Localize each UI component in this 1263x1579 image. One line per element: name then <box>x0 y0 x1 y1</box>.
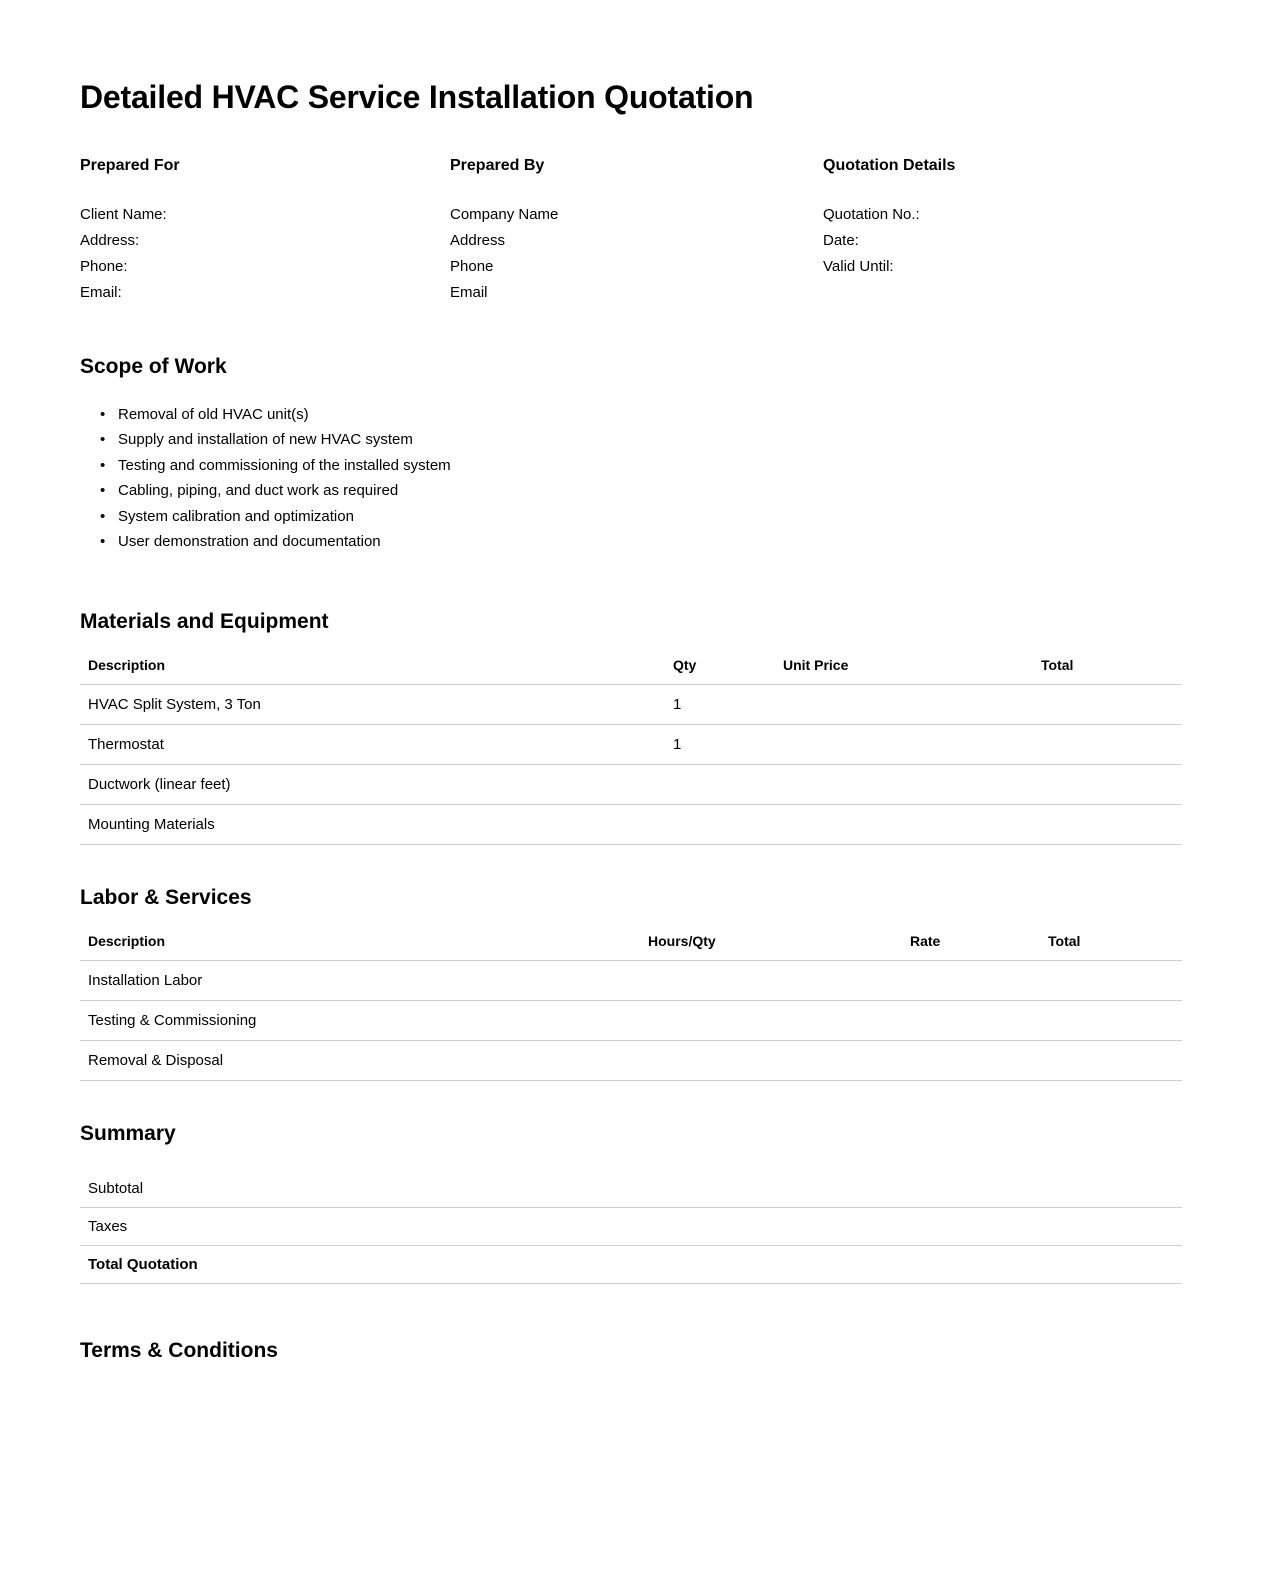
column-header-description: Description <box>80 657 665 685</box>
table-row <box>80 725 1182 765</box>
quotation-details-line: Date: <box>823 231 859 249</box>
materials-section <box>80 609 1183 845</box>
summary-value-total-quotation <box>665 1245 1182 1283</box>
cell-total <box>1040 1001 1182 1041</box>
cell-unit-price <box>775 805 1033 845</box>
summary-table <box>80 1170 1182 1284</box>
summary-label-subtotal: Subtotal <box>80 1170 665 1208</box>
table-row <box>80 1001 1182 1041</box>
prepared-for-block <box>80 156 450 305</box>
prepared-for-line: Client Name: <box>80 205 167 223</box>
materials-table <box>80 657 1182 845</box>
cell-rate <box>902 961 1040 1001</box>
table-row <box>80 1207 1182 1245</box>
summary-heading: Summary <box>80 1122 176 1146</box>
quotation-details-heading: Quotation Details <box>823 157 956 175</box>
prepared-by-line: Email <box>450 283 488 301</box>
table-header-row <box>80 933 1182 961</box>
cell-description: HVAC Split System, 3 Ton <box>80 685 665 725</box>
cell-rate <box>902 1041 1040 1081</box>
cell-unit-price <box>775 725 1033 765</box>
prepared-by-line: Phone <box>450 257 494 275</box>
cell-qty: 1 <box>665 725 775 765</box>
quotation-info-row <box>80 156 1183 305</box>
cell-total <box>1033 685 1182 725</box>
cell-unit-price <box>775 765 1033 805</box>
scope-of-work-list <box>80 402 1183 555</box>
terms-body <box>80 1386 1183 1406</box>
table-header-row <box>80 657 1182 685</box>
table-row <box>80 1170 1182 1208</box>
prepared-by-line: Address <box>450 231 506 249</box>
column-header-description: Description <box>80 933 640 961</box>
column-header-rate: Rate <box>902 933 1040 961</box>
prepared-for-heading: Prepared For <box>80 157 180 175</box>
table-row <box>80 961 1182 1001</box>
cell-total <box>1033 765 1182 805</box>
table-row <box>80 765 1182 805</box>
scope-of-work-section <box>80 354 1183 555</box>
column-header-unit-price: Unit Price <box>775 657 1033 685</box>
column-header-qty: Qty <box>665 657 775 685</box>
cell-description: Mounting Materials <box>80 805 665 845</box>
quotation-details-block <box>823 156 1203 305</box>
list-item: • Removal of old HVAC unit(s) <box>100 402 1183 428</box>
table-row <box>80 1041 1182 1081</box>
cell-qty: 1 <box>665 685 775 725</box>
list-item: • User demonstration and documentation <box>100 529 1183 555</box>
cell-total <box>1040 1041 1182 1081</box>
prepared-by-line: Company Name <box>450 205 559 223</box>
column-header-hours-qty: Hours/Qty <box>640 933 902 961</box>
cell-total <box>1033 805 1182 845</box>
quotation-details-line: Valid Until: <box>823 257 894 275</box>
cell-hours-qty <box>640 1041 902 1081</box>
page-title: Detailed HVAC Service Installation Quotation <box>80 79 754 115</box>
cell-rate <box>902 1001 1040 1041</box>
summary-value-subtotal <box>665 1170 1182 1208</box>
table-row <box>80 1245 1182 1283</box>
prepared-for-line: Address: <box>80 231 140 249</box>
quotation-details-line: Quotation No.: <box>823 205 920 223</box>
labor-table <box>80 933 1182 1081</box>
column-header-total: Total <box>1033 657 1182 685</box>
summary-section <box>80 1121 1183 1283</box>
cell-hours-qty <box>640 961 902 1001</box>
summary-value-taxes <box>665 1207 1182 1245</box>
cell-description: Removal & Disposal <box>80 1041 640 1081</box>
prepared-by-block <box>450 156 823 305</box>
list-item: • Supply and installation of new HVAC system <box>100 427 1183 453</box>
cell-total <box>1033 725 1182 765</box>
cell-total <box>1040 961 1182 1001</box>
labor-heading: Labor & Services <box>80 886 252 910</box>
cell-description: Ductwork (linear feet) <box>80 765 665 805</box>
list-item: • System calibration and optimization <box>100 504 1183 530</box>
column-header-total: Total <box>1040 933 1182 961</box>
prepared-by-heading: Prepared By <box>450 157 545 175</box>
cell-description: Installation Labor <box>80 961 640 1001</box>
list-item: • Testing and commissioning of the installed system <box>100 453 1183 479</box>
terms-heading: Terms & Conditions <box>80 1338 278 1362</box>
cell-unit-price <box>775 685 1033 725</box>
cell-qty <box>665 805 775 845</box>
cell-description: Thermostat <box>80 725 665 765</box>
scope-of-work-heading: Scope of Work <box>80 354 227 378</box>
terms-section <box>80 1338 1183 1406</box>
labor-section <box>80 885 1183 1081</box>
cell-description: Testing & Commissioning <box>80 1001 640 1041</box>
prepared-for-line: Phone: <box>80 257 128 275</box>
table-row <box>80 685 1182 725</box>
summary-label-taxes: Taxes <box>80 1207 665 1245</box>
cell-qty <box>665 765 775 805</box>
list-item: • Cabling, piping, and duct work as required <box>100 478 1183 504</box>
table-row <box>80 805 1182 845</box>
materials-heading: Materials and Equipment <box>80 609 329 633</box>
summary-label-total-quotation: Total Quotation <box>80 1245 665 1283</box>
prepared-for-line: Email: <box>80 283 122 301</box>
cell-hours-qty <box>640 1001 902 1041</box>
